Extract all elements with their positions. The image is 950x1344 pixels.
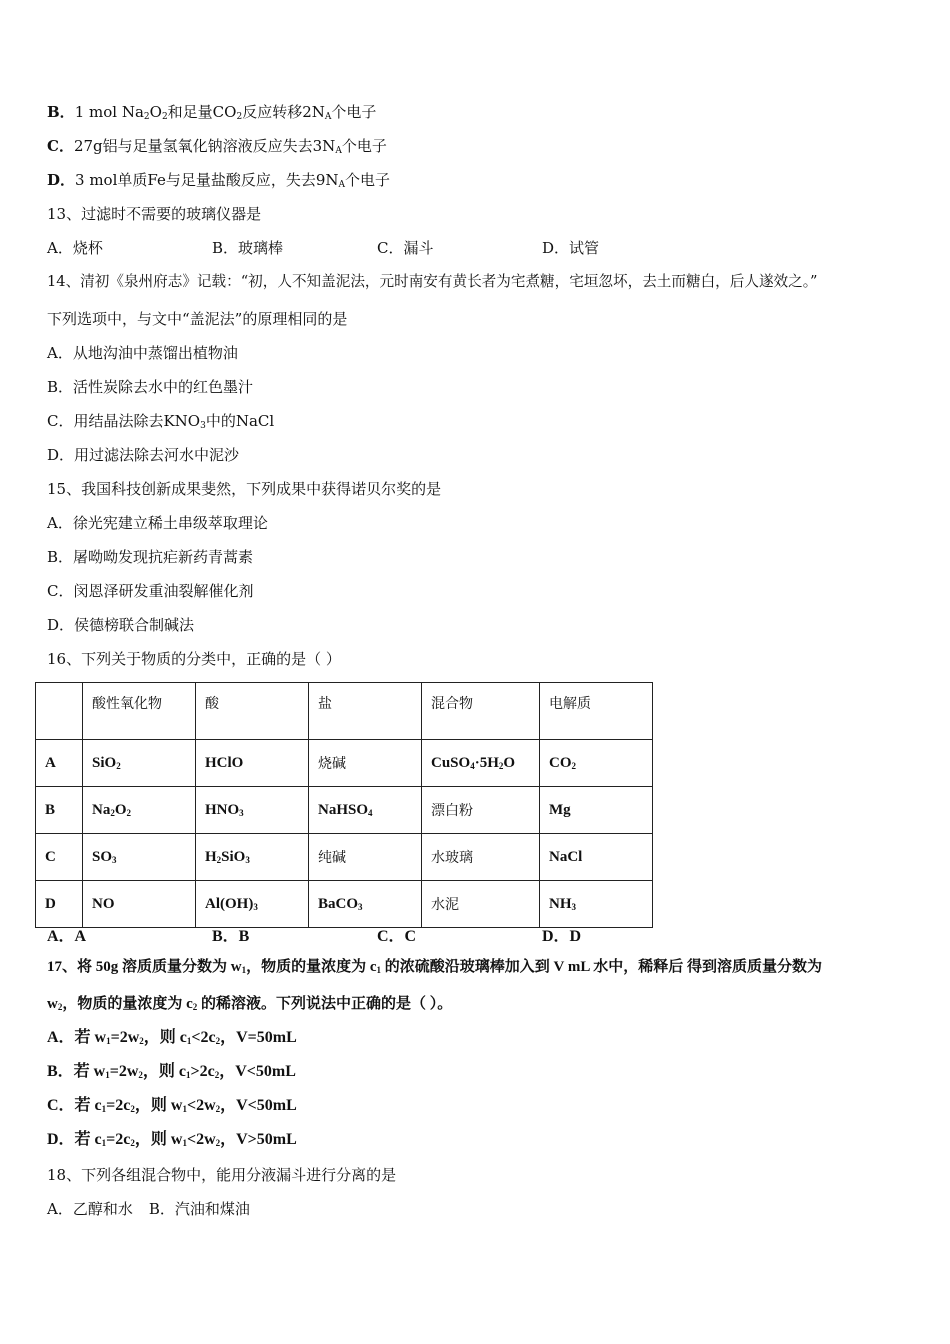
q16-option-d: D．D: [542, 928, 582, 945]
table-header-cell: 酸性氧化物: [83, 683, 196, 740]
q16-option-c: C．C: [377, 928, 417, 945]
q14-option-a: A．从地沟油中蒸馏出植物油: [47, 344, 238, 362]
table-cell: B: [36, 787, 83, 834]
q13-option-d: D．试管: [542, 239, 600, 257]
q13-option-c: C．漏斗: [377, 239, 434, 257]
q17-stem-line2: $w_2$，物质的量浓度为 $c_2$ 的稀溶液。下列说法中正确的是（ ）。: [47, 996, 453, 1012]
table-cell: $CO_2$: [540, 740, 653, 787]
table-row: [36, 787, 653, 834]
table-header-row: [36, 683, 653, 740]
table-cell: $Na_2O_2$: [83, 787, 196, 834]
table-cell: 烧碱: [309, 740, 422, 787]
table-cell: Mg: [540, 787, 653, 834]
table-cell: NaHSO$_4$: [309, 787, 422, 834]
table-cell: $H_2SiO_3$: [196, 834, 309, 881]
table-cell: 水玻璃: [422, 834, 540, 881]
table-cell: SiO$_2$: [83, 740, 196, 787]
q13-stem: 13、过滤时不需要的玻璃仪器是: [47, 205, 262, 223]
table-cell: 水泥: [422, 881, 540, 928]
table-cell: NaCl: [540, 834, 653, 881]
table-cell: D: [36, 881, 83, 928]
table-cell: $CuSO_4\cdot 5H_2O$: [422, 740, 540, 787]
q14-stem-line2: 下列选项中，与文中“盖泥法”的原理相同的是: [47, 310, 348, 328]
table-cell: $HNO_3$: [196, 787, 309, 834]
table-header-cell: 电解质: [540, 683, 653, 740]
q12-option-d: D．3 mol单质Fe与足量盐酸反应，失去$9N_A$个电子: [47, 171, 391, 190]
q12-option-c: C．27g铝与足量氢氧化钠溶液反应失去$3N_A$个电子: [47, 137, 387, 156]
q15-option-a: A．徐光宪建立稀土串级萃取理论: [47, 514, 268, 532]
table-cell: BaCO$_3$: [309, 881, 422, 928]
table-cell: C: [36, 834, 83, 881]
q16-option-a: A．A: [47, 928, 87, 945]
table-cell: NO: [83, 881, 196, 928]
q15-option-d: D．侯德榜联合制碱法: [47, 616, 195, 634]
table-header-cell: [36, 683, 83, 740]
q18-option-a: A．乙醇和水: [47, 1200, 133, 1218]
q16-choices: [47, 923, 747, 943]
table-row: [36, 740, 653, 787]
table-header-cell: 盐: [309, 683, 422, 740]
q17-option-d: D．若 $c_1=2c_2$，则 $w_1<2w_2$，V>50mL: [47, 1131, 297, 1148]
q15-option-c: C．闵恩泽研发重油裂解催化剂: [47, 582, 254, 600]
table-cell: $Al(OH)_3$: [196, 881, 309, 928]
q15-stem: 15、我国科技创新成果斐然，下列成果中获得诺贝尔奖的是: [47, 480, 442, 498]
table-cell: HClO: [196, 740, 309, 787]
q17-option-c: C．若 $c_1=2c_2$，则 $w_1<2w_2$，V<50mL: [47, 1097, 297, 1114]
q18-choices: [47, 1199, 250, 1219]
q14-option-d: D．用过滤法除去河水中泥沙: [47, 446, 240, 464]
table-header-cell: 酸: [196, 683, 309, 740]
q18-stem: 18、下列各组混合物中，能用分液漏斗进行分离的是: [47, 1166, 397, 1184]
q17-option-b: B．若 $w_1=2w_2$，则 $c_1>2c_2$，V<50mL: [47, 1063, 296, 1080]
classification-table: [35, 682, 653, 928]
q13-option-a: A．烧杯: [47, 239, 103, 257]
q14-option-b: B．活性炭除去水中的红色墨汁: [47, 378, 254, 396]
q14-stem-line1: 14、清初《泉州府志》记载：“初，人不知盖泥法，元时南安有黄长者为宅煮糖，宅垣忽坏，去土而糖白，后人遂效之。”: [47, 273, 818, 290]
q17-stem-line1: 17、将 50g 溶质质量分数为 $w_1$，物质的量浓度为 $c_1$ 的浓硫酸沿玻璃棒加入到 V mL 水中，稀释后 得到溶质质量分数为: [47, 959, 823, 975]
q15-option-b: B．屠呦呦发现抗疟新药青蒿素: [47, 548, 254, 566]
q12-option-b: B．1 mol $Na_2O_2$和足量$CO_2$反应转移$2N_A$个电子: [47, 103, 377, 122]
table-cell: $SO_3$: [83, 834, 196, 881]
table-cell: 纯碱: [309, 834, 422, 881]
table-cell: A: [36, 740, 83, 787]
table-cell: $NH_3$: [540, 881, 653, 928]
table-row: [36, 881, 653, 928]
q13-choices: [47, 237, 747, 257]
q18-option-b: B．汽油和煤油: [148, 1200, 250, 1218]
q17-option-a: A．若 $w_1=2w_2$，则 $c_1<2c_2$，V=50mL: [47, 1029, 297, 1046]
table-cell: 漂白粉: [422, 787, 540, 834]
q16-option-b: B．B: [212, 928, 250, 945]
table-header-cell: 混合物: [422, 683, 540, 740]
q13-option-b: B．玻璃棒: [212, 239, 284, 257]
q16-stem: 16、下列关于物质的分类中，正确的是（ ）: [47, 650, 341, 668]
table-row: [36, 834, 653, 881]
q14-option-c: C．用结晶法除去$KNO_3$中的NaCl: [47, 412, 275, 431]
